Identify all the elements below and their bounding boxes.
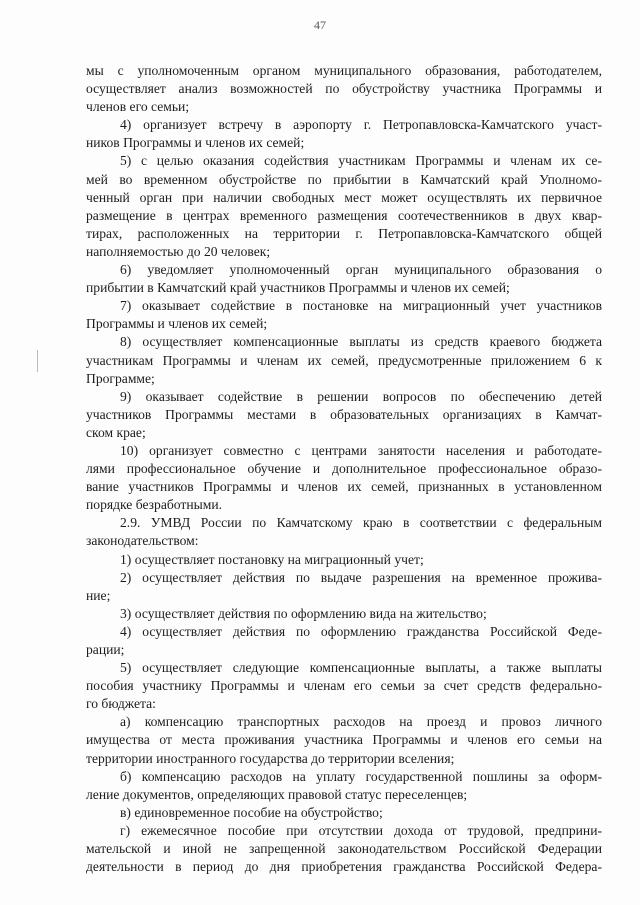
text-line: участникам Программы и членам их семей, предусмотренные приложением 6 к — [86, 352, 602, 368]
body-text — [86, 62, 602, 876]
text-line: лями профессиональное обучение и дополнительное профессиональное образо- — [86, 461, 602, 477]
text-line: ников Программы и членов их семей; — [86, 135, 305, 151]
text-line: 4) осуществляет действия по оформлению гражданства Российской Феде- — [120, 623, 602, 639]
text-line: деятельности в период до дня приобретения гражданства Российской Федера- — [86, 859, 602, 875]
text-line: Программы и членов их семей; — [86, 316, 268, 332]
text-line: 2.9. УМВД России по Камчатскому краю в соответствии с федеральным — [120, 515, 602, 531]
text-line: законодательством: — [86, 533, 199, 549]
text-line: 2) осуществляет действия по выдаче разрешения на временное прожива- — [120, 569, 602, 585]
text-line: вание участников Программы и членов их семей, признанных в установленном — [86, 479, 602, 495]
text-line: 10) организует совместно с центрами занятости населения и работодате- — [120, 442, 602, 458]
text-line: ление документов, определяющих правовой статус переселенцев; — [86, 786, 468, 802]
text-line: ние; — [86, 587, 111, 603]
text-line: рации; — [86, 642, 125, 657]
text-line: 4) организует встречу в аэропорту г. Петропавловска-Камчатского участ- — [120, 117, 602, 133]
text-line: мей во временном обустройстве по прибытии в Камчатский край Уполномо- — [86, 171, 602, 187]
text-line: мы с уполномоченным органом муниципального образования, работодателем, — [86, 63, 602, 78]
text-line: порядке безработными. — [86, 497, 223, 513]
text-line: мательской и иной не запрещенной законодательством Российской Федерации — [86, 841, 602, 857]
text-line: членов его семьи; — [86, 99, 190, 115]
text-line: ченный орган при наличии свободных мест может осуществлять их первичное — [86, 189, 602, 205]
text-line: а) компенсацию транспортных расходов на проезд и провоз личного — [120, 714, 602, 730]
text-line: 5) с целью оказания содействия участникам Программы и членам их се- — [120, 153, 602, 169]
text-line: 3) осуществляет действия по оформлению вида на жительство; — [120, 605, 487, 621]
margin-mark — [37, 350, 38, 372]
text-line: тирах, расположенных на территории г. Петропавловска-Камчатского общей — [86, 225, 602, 241]
text-line: размещение в центрах временного размещения соотечественников в двух квар- — [86, 207, 602, 223]
text-line: 7) оказывает содействие в постановке на миграционный учет участников — [120, 298, 602, 314]
text-line: пособия участнику Программы и членам его семьи за счет средств федерально- — [86, 678, 602, 694]
text-line: территории иностранного государства до территории вселения; — [86, 750, 455, 766]
text-line: Программе; — [86, 370, 155, 386]
text-line: го бюджета: — [86, 696, 156, 712]
page-number: 47 — [314, 18, 326, 32]
text-line: осуществляет анализ возможностей по обустройству участника Программы и — [86, 81, 602, 97]
text-line: имущества от места проживания участника Программы и членов его семьи на — [86, 732, 602, 748]
text-line: в) единовременное пособие на обустройство; — [120, 804, 383, 820]
text-line: г) ежемесячное пособие при отсутствии дохода от трудовой, предприни- — [120, 822, 602, 838]
text-line: 5) осуществляет следующие компенсационные выплаты, а также выплаты — [120, 660, 602, 676]
text-line: участников Программы местами в образовательных организациях в Камчат- — [86, 406, 602, 422]
text-line: 1) осуществляет постановку на миграционный учет; — [120, 551, 424, 567]
text-line: ском крае; — [86, 424, 146, 440]
text-line: 6) уведомляет уполномоченный орган муниципального образования о — [120, 262, 602, 278]
text-line: 8) осуществляет компенсационные выплаты из средств краевого бюджета — [120, 334, 602, 350]
text-line: прибытии в Камчатский край участников Программы и членов их семей; — [86, 280, 510, 296]
text-line: 9) оказывает содействие в решении вопросов по обеспечению детей — [120, 388, 602, 404]
text-line: наполняемостью до 20 человек; — [86, 243, 271, 259]
text-line: б) компенсацию расходов на уплату государственной пошлины за оформ- — [120, 768, 602, 784]
